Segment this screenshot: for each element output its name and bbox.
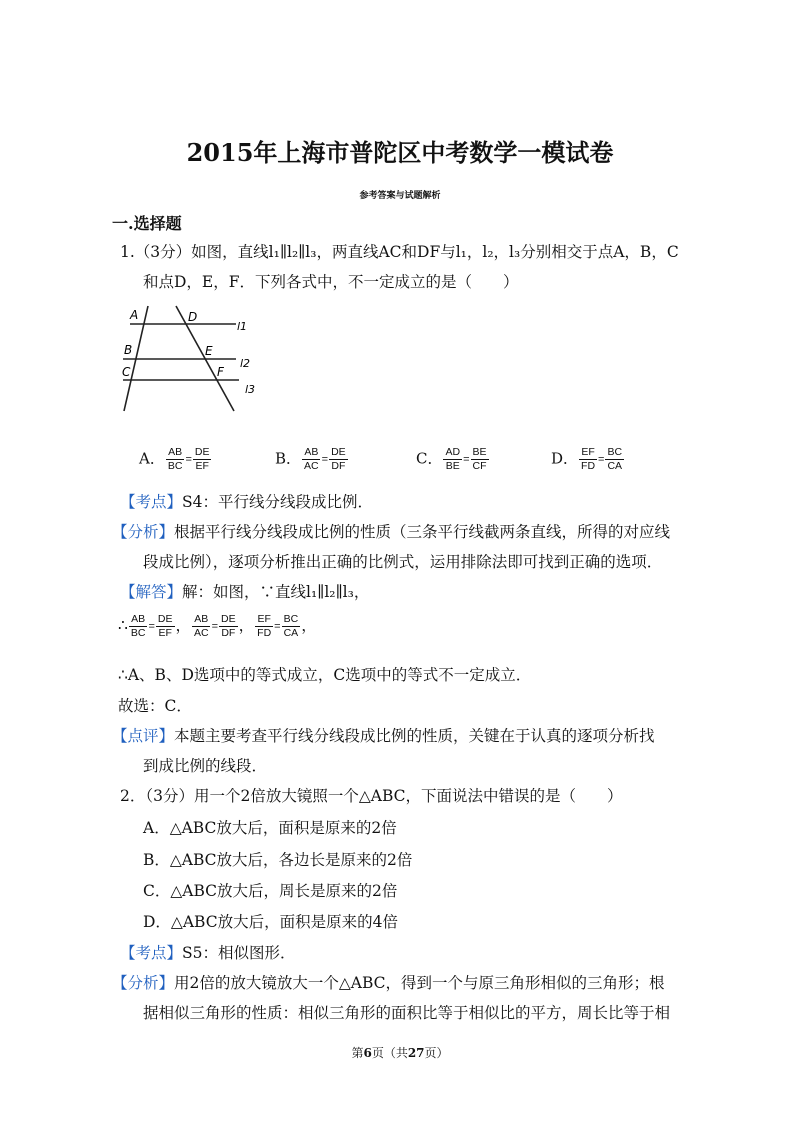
q1-kaodian: 【考点】S4：平行线分线段成比例． bbox=[120, 493, 373, 511]
q1-option-a: A． $\frac{AB}{BC}$ = $\frac{DE}{EF}$ bbox=[139, 446, 210, 472]
page-number: 6 bbox=[363, 1046, 372, 1060]
q1-choose: 故选：C． bbox=[118, 697, 192, 715]
page-subtitle: 参考答案与试题解析 bbox=[359, 191, 441, 201]
label-c: C bbox=[122, 365, 131, 379]
parallel-lines-figure bbox=[118, 302, 258, 414]
q2-stem: 2．（3分）用一个2倍放大镜照一个△ABC，下面说法中错误的是（ ） bbox=[120, 787, 623, 805]
label-l2: l2 bbox=[240, 357, 251, 370]
label-f: F bbox=[217, 365, 224, 379]
fenxi-tag: 【分析】 bbox=[112, 974, 175, 992]
page-title: 2015年上海市普陀区中考数学一模试卷 bbox=[186, 138, 614, 167]
label-l3: l3 bbox=[245, 383, 256, 396]
fenxi-tag: 【分析】 bbox=[112, 523, 175, 541]
q1-option-c: C． $\frac{AD}{BE}$ = $\frac{BE}{CF}$ bbox=[416, 446, 487, 472]
q2-fenxi-line1: 【分析】用2倍的放大镜放大一个△ABC，得到一个与原三角形相似的三角形；根 bbox=[112, 974, 665, 992]
q1-fenxi-line2: 段成比例），逐项分析推出正确的比例式，运用排除法即可找到正确的选项． bbox=[143, 553, 663, 571]
page-total: 27 bbox=[407, 1046, 425, 1060]
q2-option-c: C．△ABC放大后，周长是原来的2倍 bbox=[143, 882, 398, 900]
page-footer: 第6页（共27页） bbox=[351, 1046, 449, 1060]
q2-option-a: A．△ABC放大后，面积是原来的2倍 bbox=[143, 819, 397, 837]
kaodian-tag: 【考点】 bbox=[120, 944, 183, 962]
q1-fenxi-line1: 【分析】根据平行线分线段成比例的性质（三条平行线截两条直线，所得的对应线 bbox=[112, 523, 671, 541]
kaodian-tag: 【考点】 bbox=[120, 493, 183, 511]
section-heading: 一.选择题 bbox=[112, 214, 182, 233]
label-e: E bbox=[205, 344, 213, 358]
q1-dianping-line1: 【点评】本题主要考查平行线分线段成比例的性质，关键在于认真的逐项分析找 bbox=[112, 727, 655, 745]
jieda-tag: 【解答】 bbox=[120, 583, 183, 601]
q2-option-b: B．△ABC放大后，各边长是原来的2倍 bbox=[143, 851, 413, 869]
label-b: B bbox=[124, 343, 133, 357]
label-l1: l1 bbox=[237, 320, 248, 333]
q1-option-d: D． $\frac{EF}{FD}$ = $\frac{BC}{CA}$ bbox=[551, 446, 623, 472]
q1-stem-line1: 1.（3分）如图，直线l₁∥l₂∥l₃，两直线AC和DF与l₁，l₂，l₃分别相交于点A，B，C bbox=[120, 243, 679, 261]
label-d: D bbox=[188, 310, 198, 324]
q1-jieda-line3: ∴A、B、D选项中的等式成立，C选项中的等式不一定成立． bbox=[118, 666, 532, 684]
q1-dianping-line2: 到成比例的线段． bbox=[143, 757, 268, 775]
q2-kaodian: 【考点】S5：相似图形． bbox=[120, 944, 296, 962]
label-a: A bbox=[130, 308, 139, 322]
q2-fenxi-line2: 据相似三角形的性质：相似三角形的面积比等于相似比的平方，周长比等于相 bbox=[143, 1004, 671, 1022]
q1-stem-line2: 和点D，E，F．下列各式中，不一定成立的是（ ） bbox=[143, 273, 519, 291]
q1-jieda-line1: 【解答】解：如图，∵直线l₁∥l₂∥l₃， bbox=[120, 583, 370, 601]
q1-option-b: B． $\frac{AB}{AC}$ = $\frac{DE}{DF}$ bbox=[275, 446, 346, 472]
dianping-tag: 【点评】 bbox=[112, 727, 175, 745]
q1-jieda-fractions: ∴ $\frac{AB}{BC}$ = $\frac{DE}{EF}$ ， $\frac{AB}{AC}$ = $\frac{DE}{DF}$ ， $\frac{EF}{FD}$ = $\frac{BC}{CA}$ ， bbox=[118, 613, 317, 639]
q2-option-d: D．△ABC放大后，面积是原来的4倍 bbox=[143, 913, 398, 931]
